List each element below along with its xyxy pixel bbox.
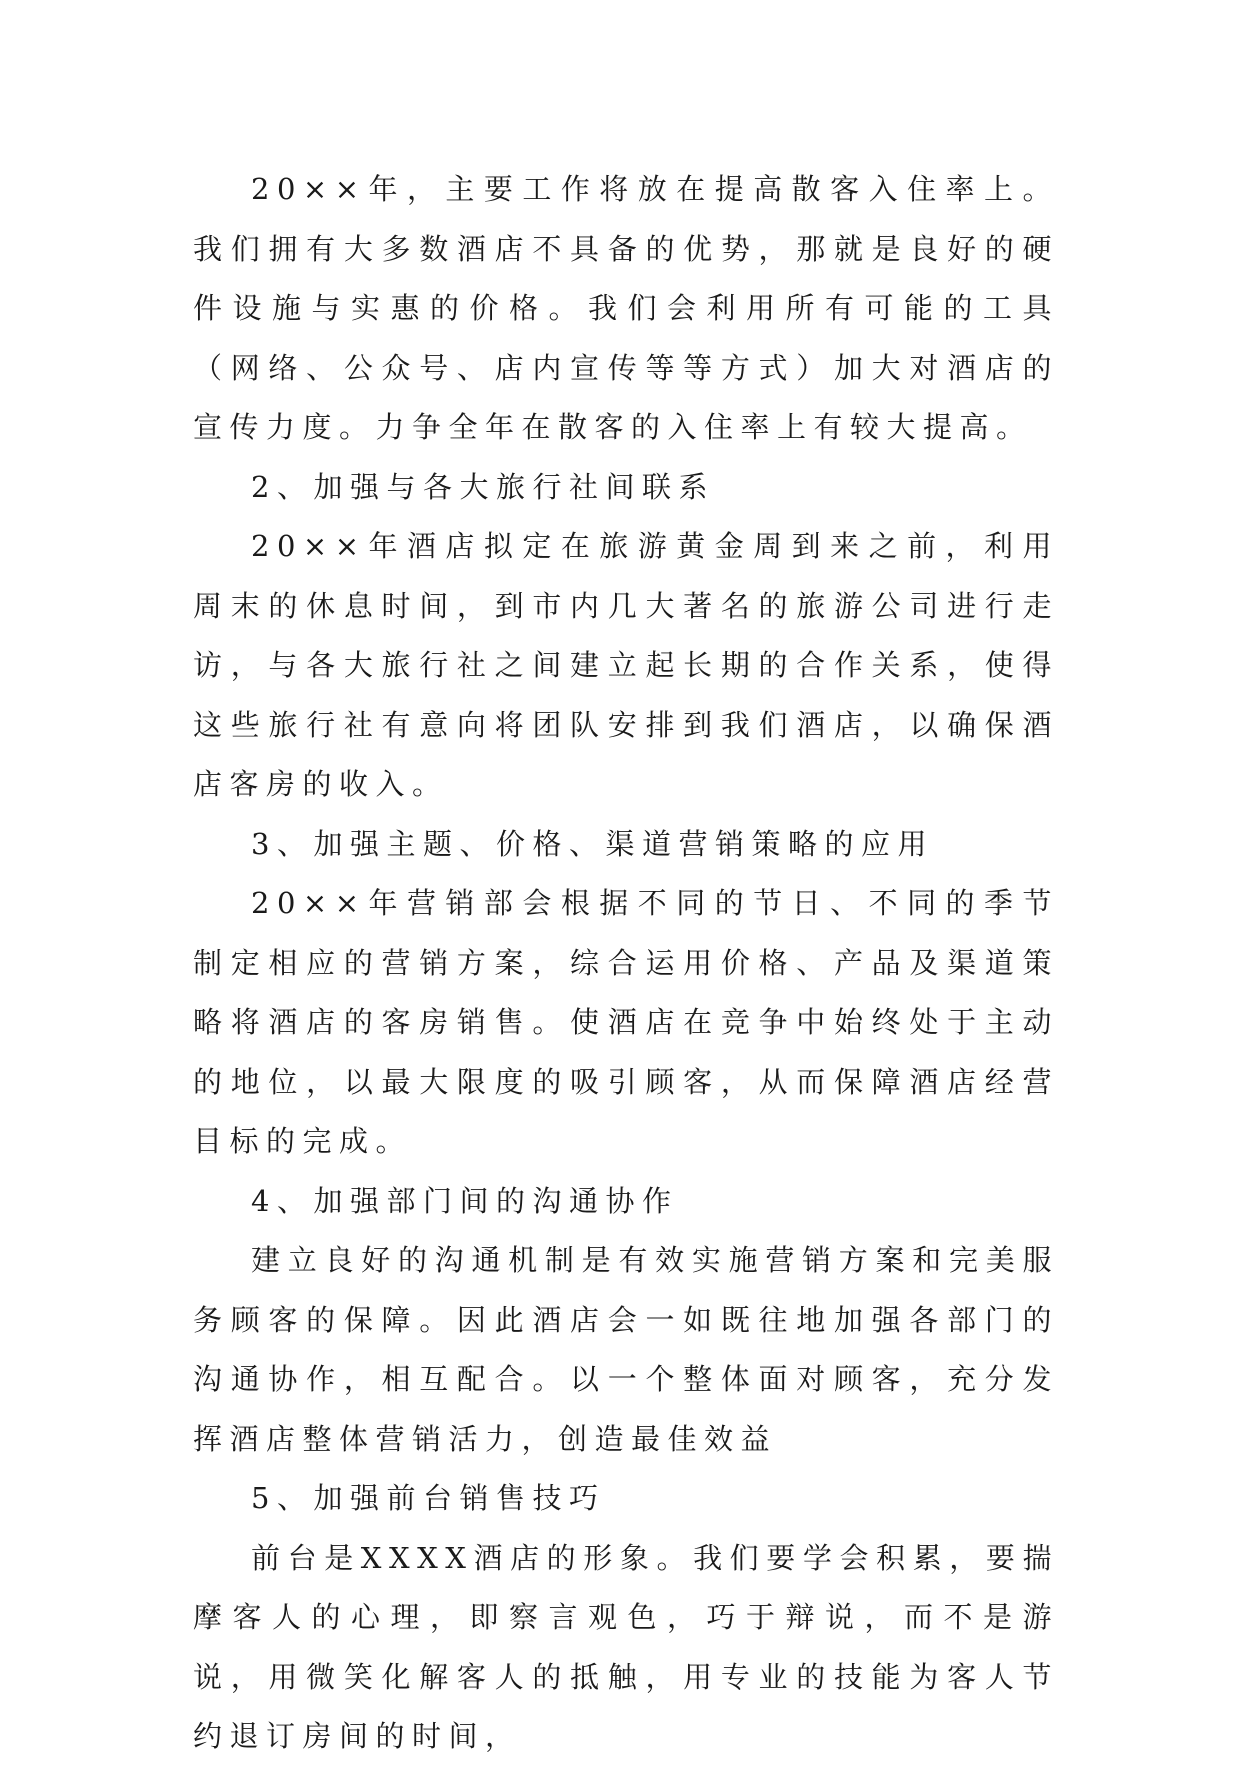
section-heading-marketing-strategy: 3、加强主题、价格、渠道营销策略的应用 bbox=[251, 826, 934, 861]
body-paragraph-front-desk: 前台是XXXX酒店的形象。我们要学会积累，要揣摩客人的心理，即察言观色，巧于辩说，而不是游说，用微笑化解客人的抵触，用专业的技能为客人节约退订房间的时间， bbox=[193, 1540, 1059, 1753]
body-paragraph-marketing-strategy: 20××年营销部会根据不同的节日、不同的季节制定相应的营销方案，综合运用价格、产品及渠道策略将酒店的客房销售。使酒店在竞争中始终处于主动的地位，以最大限度的吸引顾客，从而保障酒店经营目标的完成。 bbox=[193, 886, 1059, 1158]
section-heading-travel-agencies: 2、加强与各大旅行社间联系 bbox=[251, 469, 715, 504]
body-paragraph-individual-guests: 20××年，主要工作将放在提高散客入住率上。我们拥有大多数酒店不具备的优势，那就是良好的硬件设施与实惠的价格。我们会利用所有可能的工具（网络、公众号、店内宣传等等方式）加大对酒店的宣传力度。力争全年在散客的入住率上有较大提高。 bbox=[193, 172, 1059, 444]
section-heading-front-desk: 5、加强前台销售技巧 bbox=[251, 1481, 606, 1515]
document-body bbox=[193, 160, 1059, 1767]
body-paragraph-travel-agencies: 20××年酒店拟定在旅游黄金周到来之前，利用周末的休息时间，到市内几大著名的旅游公司进行走访，与各大旅行社之间建立起长期的合作关系，使得这些旅行社有意向将团队安排到我们酒店，以确保酒店客房的收入。 bbox=[193, 529, 1059, 801]
section-heading-communication: 4、加强部门间的沟通协作 bbox=[251, 1183, 679, 1218]
body-paragraph-communication: 建立良好的沟通机制是有效实施营销方案和完美服务顾客的保障。因此酒店会一如既往地加强各部门的沟通协作，相互配合。以一个整体面对顾客，充分发挥酒店整体营销活力，创造最佳效益 bbox=[193, 1243, 1059, 1456]
